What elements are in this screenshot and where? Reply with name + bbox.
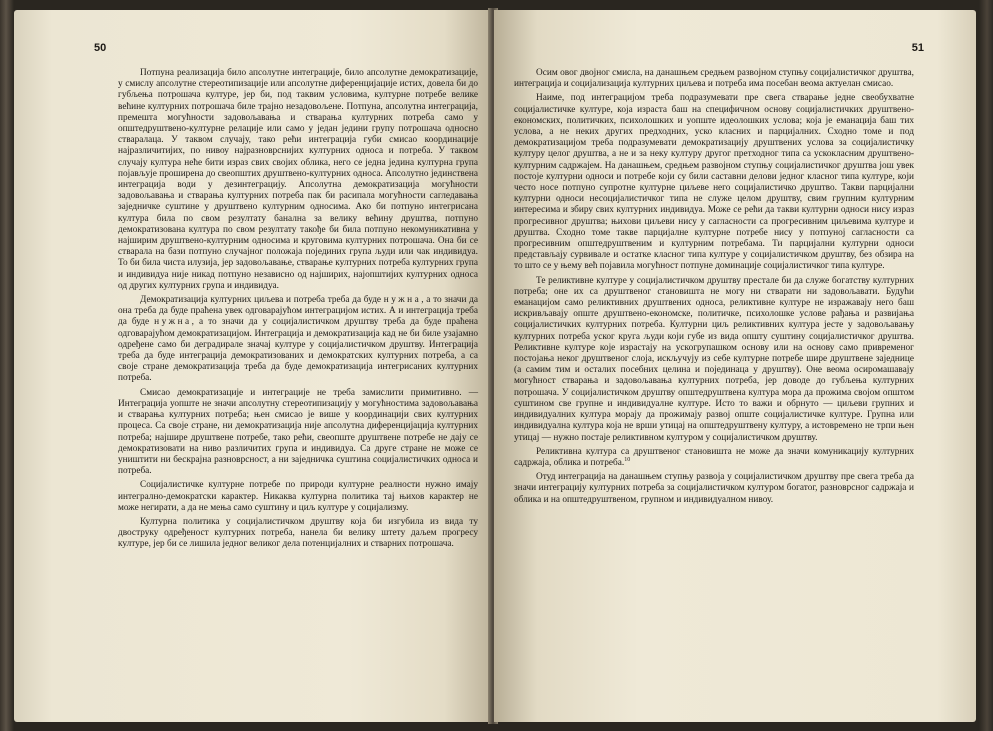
footnote-marker: 10: [624, 456, 631, 463]
page-number-left: 50: [94, 42, 107, 54]
paragraph: Осим овог двојног смисла, на данашњем средњем развојном ступњу социјалистичког друштва, интеграција и социјализација културних циљева и потреба има посебан веома актуелан смисао.: [514, 68, 914, 90]
page-number-right: 51: [911, 42, 924, 54]
right-page-body: [514, 68, 914, 506]
paragraph: Демократизација културних циљева и потреба треба да буде нужна, а то значи да она треба да буде праћена увек одговарајућом интеграцијом истих. А и интеграција треба да буде нужна, а то значи да у социјалистичком друштву треба да буде праћена одговарајућом демократизацијом. Интеграција и демократизација кад не би биле узајамно одређене само би деградирале значај културе у социјалистичком друштву. Интеграција треба да буде интеграција демократизованих и демократских културних потреба, а са своје стране демократизација треба да буде демократизација интегрисаних културних потреба.: [118, 295, 478, 384]
paragraph-with-footnote: [514, 447, 914, 469]
right-page: [494, 10, 976, 722]
paragraph: Отуд интеграција на данашњем ступњу развоја у социјалистичком друштву пре свега треба да значи интеграцију културних потреба за социјалистичком културом богатог, разноврсног садржаја и облика и на општедруштвеном, групном и индивидуалном нивоу.: [514, 472, 914, 505]
paragraph: Те реликтивне културе у социјалистичком друштву престале би да служе богатству културних потреба; оне их са друштвеног становишта не могу ни стварати ни задовољавати. Будући еманацијом само реликтивних друштвених односа, реликтивне културе не изражавају него баш искривљавају опште друштвено-економске, политичке, психолошке услове рађања и развијања социјалистичких културних потреба. Културни циљ реликтивних култура јесте у задовољавању културних потреба уског круга људи који губе из вида општу суштину социјалистичког друштва. Реликтивне културе које израстају на ускогрупашком основу или на основу само привременог постојања неког друштвеног слоја, искључују из себе културне потребе шире друштвене заједнице (а самим тим и осталих посебних целина и појединаца у друштву). Оне веома осиромашавају могућност стварања и задовољавања културних потреба, јер доводе до губљења културних потрошача. У социјалистичком друштву општедруштвена култура мора да прожима својом општом суштином све групне и индивидуалне културе. Исто то важи и обрнуто — циљеви групних и индивидуалних култура морају да прожимају развој опште социјалистичке културе. Групна или индивидуална култура која не врши утицај на општедруштвену културу, а истовремено не трпи њен утицај — нужно постаје реликтивном културом у социјалистичком друштву.: [514, 275, 914, 443]
paragraph: Потпуна реализација било апсолутне интеграције, било апсолутне демократизације, у смислу апсолутне стереотипизације или апсолутне диференцијације истих, довела би до губљења потрошача културе, јер би, под таквим условима, културне потребе велике већине културних потрошача биле трајно незадовољене. Потпуна, апсолутна интеграција, премешта могућности задовољавања и стварања културних потреба само у општедруштвено-културне релације или само у један једини групу потрошача односно стваралаца. У таквом случају, тако рећи интеграција губи смисао координације најразличитијих, по нивоу најразноврснијих културних односа и потреба. У таквом случају култура неће бити израз свих својих облика, него се једна једина културна група појављује проширена до свеопштих друштвено-културних односа. Апсолутно јединствена интеграција води у дезинтеграцију. Апсолутна демократизација могућности задовољавања и стварања културних потреба пак би расипала могућности сагледавања заједничке суштине у друштвено културним односима. Ако би потпуно интегрисана култура била по свом резултату банална за велику већину друштва, потпуно демократизована култура по свом резултату такође би била потпуно некомуникативна у најширим друштвено-културним односима и круговима културних потрошача. Она би се стварала на бази потпуно случајног положаја појединих група људи или чак индивидуа. То би била чиста илузија, јер задовољавање, стварање културних потреба културних група и индивидуа није никад потпуно независно од најширих, најопштијих културних односа од других културних група и индивидуа.: [118, 68, 478, 291]
paragraph: Смисао демократизације и интеграције не треба замислити примитивно. — Интеграција уопште не значи апсолутну стереотипизацију у могућностима задовољавања и стварања културних потреба; њен смисао је више у координацији свих културних процеса. Са своје стране, ни демократизација није апсолутна диференцијација културних потреба; најшире друштвене потребе, тако рећи, свеопште друштвене потребе не дају се демократизовати на ниво различитих група и индивидуа. Са друге стране не може се уништити ни бескрајна разноврсност, а ни заједничка суштина социјалистичких односа и потреба.: [118, 387, 478, 477]
paragraph: Културна политика у социјалистичком друштву која би изгубила из вида ту двоструку одређеност културних потреба, нанела би велику штету даљем прогресу културе, јер би се лишила једног великог дела потенцијалних и стварних потрошача.: [118, 516, 478, 550]
paragraph: Наиме, под интеграцијом треба подразумевати пре свега стварање једне свеобухватне социјалистичке културе, која израста баш на специфичном основу социјалистичких друштвено-економских, политичких, психолошких и уопште идеолошких услова; која је еманација баш тих услова, а не неких других предходних, уско класних и парцијалних. Сходно томе и под демократизацијом треба подразумевати демократизацију друштвених услова за социјалистичку културу целог друштва, а не и за неку културу другог претходног типа са ускокласним друштвено-културним садржајем. На данашњем, средњем развојном ступњу социјалистичког друштва још увек постоје културни односи и потребе који су били саставни делови једног класног типа културе, који често носе потпуно супротне културне циљеве него социјалистичко друштво. Такви парцијални културни односи несоцијалистичког типа не служе целом друштву, свим групним културним интересима и збиру свих културних индивидуа. Може се рећи да такви културни односи нису израз прогресивног друштва; њихови циљеви нису у сагласности са прогресивним циљевима културе и друштва. Сходно томе такве парцијалне културне потребе нису у потпуној сагласности са прогресивним општедруштвеним и културним потребама. Ти парцијални културни односи представљају сурвивале и остатке класног типа културе у социјалистичком друштву, без обзира на то што се у њему већ појавила могућност потпуне доминације социјалистичког типа културе.: [514, 93, 914, 272]
left-page-body: [118, 68, 478, 551]
paragraph-text: Реликтивна култура са друштвеног становишта не може да значи комуникацију културних садржаја, облика и потреба.: [514, 446, 914, 468]
paragraph: Социјалистичке културне потребе по природи културне реалности нужно имају интегрално-демократски карактер. Никаква културна политика тај њихов карактер не може негирати, а да не мења само суштину и циљ културе у социјализму.: [118, 480, 478, 513]
left-page: [14, 10, 492, 722]
